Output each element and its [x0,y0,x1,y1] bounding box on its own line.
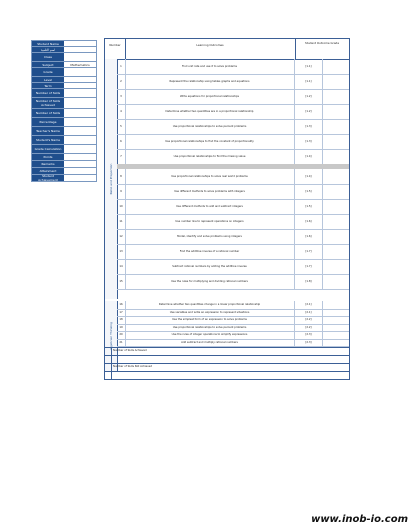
row-score[interactable] [322,119,349,134]
row-reference: [2.2] [295,324,323,332]
row-reference: [1.5] [295,184,323,199]
table-row [117,74,349,90]
info-key: Remarks [32,161,64,167]
info-key: Number of SLOs [32,109,64,117]
row-description: Use number line to represent operations on integers [125,214,295,229]
row-number: 2 [117,74,126,89]
table-row [117,184,349,200]
info-value[interactable] [64,47,96,52]
row-number: 13 [117,244,126,259]
info-value[interactable] [64,77,96,82]
row-number: 16 [117,301,126,309]
info-value[interactable] [64,109,96,117]
row-score[interactable] [322,274,349,289]
row-description: Find unit rate and use it to solve problems [125,59,295,74]
row-score[interactable] [322,89,349,104]
row-number: 17 [117,309,126,317]
row-reference: [1.6] [295,229,323,244]
header-number-cell [105,39,126,59]
info-value[interactable] [64,145,96,153]
row-score[interactable] [322,214,349,229]
info-row [31,40,97,47]
row-score[interactable] [322,199,349,214]
row-score[interactable] [322,134,349,149]
row-description: Use proportional relationships to find the missing value [125,149,295,164]
row-score[interactable] [322,59,349,74]
row-number: 12 [117,229,126,244]
row-description: Use the rules of integer operations to simplify expressions [125,331,295,339]
footer-row-4 [105,371,349,380]
row-score[interactable] [322,184,349,199]
info-value[interactable] [64,89,96,97]
row-number: 5 [117,119,126,134]
header-outcomes-label: Learning Outcomes [196,43,224,47]
info-value[interactable] [64,98,96,108]
table-row [117,169,349,185]
table-row [117,229,349,245]
table-row [117,59,349,75]
table-header [105,39,349,60]
info-key: اسم التلميذ [32,47,64,52]
row-description: Use different methods to add and subtract integers [125,199,295,214]
info-row [31,118,97,127]
info-row [31,68,97,77]
row-reference: [1.3] [295,119,323,134]
info-row [31,154,97,161]
row-score[interactable] [322,339,349,347]
info-row [31,127,97,136]
info-row [31,161,97,168]
info-key: Number of SLOs Achieved [32,98,64,108]
info-value[interactable] [64,154,96,160]
header-grade-label: Student Outcome Grade [304,41,340,45]
info-key: Grade Calculation [32,145,64,153]
info-key: Student Name [32,41,64,46]
table-row [117,339,349,348]
table-row [117,104,349,120]
student-info-panel [31,40,97,182]
row-reference: [1.4] [295,169,323,184]
row-description: Represent the relationship using tables graphs and equations [125,74,295,89]
row-reference: [2.3] [295,331,323,339]
row-reference: [1.1] [295,59,323,74]
row-score[interactable] [322,301,349,309]
info-key: Student's Name [32,136,64,144]
row-reference: [1.7] [295,259,323,274]
row-description: Determine whether two quantities change in a linear proportional relationship [125,301,295,309]
row-reference: [1.3] [295,134,323,149]
row-description: Use proportional relationships to solve real world problems [125,169,295,184]
row-number: 19 [117,324,126,332]
info-key: Number of SLOs [32,89,64,97]
info-row [31,98,97,109]
info-row [31,89,97,98]
info-value[interactable] [64,53,96,61]
row-reference: [1.8] [295,274,323,289]
info-value[interactable] [64,168,96,174]
footer-text: Number of SLOs Not Achieved [113,365,153,368]
info-row [31,53,97,62]
row-description: Model, identify and solve problems using integers [125,229,295,244]
outcomes-table [104,38,350,380]
info-row [31,175,97,182]
info-key: Level [32,77,64,82]
row-reference: [2.3] [295,339,323,347]
row-score[interactable] [322,169,349,184]
row-score[interactable] [322,74,349,89]
row-number: 6 [117,134,126,149]
section-ratio-text: Ratio and Proportion [109,163,113,195]
info-value[interactable] [64,68,96,76]
row-reference: [1.5] [295,199,323,214]
row-description: Find the additive inverse of a rational number [125,244,295,259]
row-reference: [1.6] [295,214,323,229]
header-grade-cell [295,39,349,59]
info-key: Class [32,53,64,61]
info-key: Student Achievement [32,175,64,181]
row-number: 7 [117,149,126,164]
section-algebra-text: Algebraic Thinking [109,322,113,350]
row-description: Write equations for proportional relationships [125,89,295,104]
table-row [117,149,349,165]
info-value[interactable] [64,83,96,88]
info-row [31,136,97,145]
row-description: Subtract rational numbers by adding the additive inverse [125,259,295,274]
row-score[interactable] [322,229,349,244]
row-number: 14 [117,259,126,274]
row-score[interactable] [322,244,349,259]
row-description: Use proportional relationships to find the constant of proportionality [125,134,295,149]
row-number: 8 [117,169,126,184]
table-row [117,89,349,105]
info-key: Attainment [32,168,64,174]
row-number: 9 [117,184,126,199]
info-value[interactable] [64,161,96,167]
row-number: 1 [117,59,126,74]
row-reference: [2.2] [295,316,323,324]
row-number: 10 [117,199,126,214]
row-score[interactable] [322,316,349,324]
row-number: 15 [117,274,126,289]
info-key: Grade [32,68,64,76]
row-reference: [1.1] [295,74,323,89]
info-value[interactable] [64,127,96,135]
info-value[interactable] [64,175,96,181]
table-row [117,134,349,150]
row-number: 4 [117,104,126,119]
table-row [117,199,349,215]
row-description: Determine whether two quantities are in a proportional relationship [125,104,295,119]
table-row [117,244,349,260]
info-key: Term [32,83,64,88]
table-row [117,259,349,275]
row-score[interactable] [322,259,349,274]
row-number: 18 [117,316,126,324]
header-number-label: Number [109,43,121,47]
row-description: Add subtract and multiply rational numbers [125,339,295,347]
row-score[interactable] [322,104,349,119]
row-number: 20 [117,331,126,339]
row-reference: [1.4] [295,149,323,164]
row-reference: [1.2] [295,104,323,119]
info-value[interactable] [64,41,96,46]
table-row [117,274,349,290]
row-description: Use variables and write an expression to represent situations [125,309,295,317]
row-reference: [2.1] [295,301,323,309]
row-score[interactable] [322,331,349,339]
row-number: 11 [117,214,126,229]
header-outcomes-cell [125,39,296,59]
info-row [31,109,97,118]
info-key: Percentage [32,118,64,126]
row-description: Use proportional relationships to solve percent problems [125,324,295,332]
table-row [117,214,349,230]
info-value[interactable]: Mathematics [70,62,90,67]
row-description: Use different methods to solve problems with integers [125,184,295,199]
info-key: Subject [32,62,64,67]
row-description: Use the rules for multiplying and dividing rational numbers [125,274,295,289]
row-reference: [1.2] [295,89,323,104]
info-row [31,145,97,154]
info-key: Points [32,154,64,160]
info-value[interactable] [64,136,96,144]
row-number: 21 [117,339,126,347]
row-score[interactable] [322,324,349,332]
row-score[interactable] [322,309,349,317]
info-value[interactable] [64,118,96,126]
row-score[interactable] [322,149,349,164]
row-reference: [1.7] [295,244,323,259]
info-key: Teacher's Name [32,127,64,135]
site-watermark: www.inob-io.com [311,514,408,525]
footer-text: Number of SLOs Achieved [113,349,147,352]
row-number: 3 [117,89,126,104]
row-description: Use the simplest form of an expression to solve problems [125,316,295,324]
row-reference: [2.1] [295,309,323,317]
row-description: Use proportional relationships to solve percent problems [125,119,295,134]
table-row [117,119,349,135]
